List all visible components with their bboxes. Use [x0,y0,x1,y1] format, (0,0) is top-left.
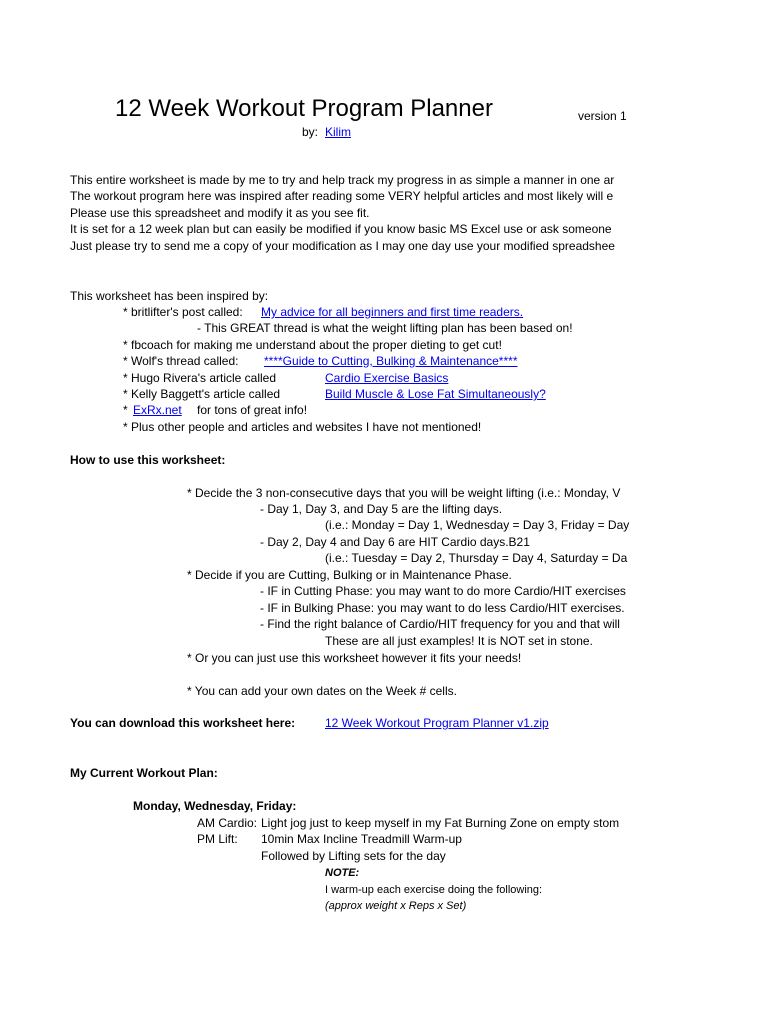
link-build-muscle[interactable]: Build Muscle & Lose Fat Simultaneously? [325,387,546,401]
link-beginners-advice[interactable]: My advice for all beginners and first time readers. [261,305,524,319]
howto-line: * Decide if you are Cutting, Bulking or in Maintenance Phase. [187,568,512,582]
howto-line: These are all just examples! It is NOT set in stone. [325,634,593,648]
inspired-heading: This worksheet has been inspired by: [70,289,269,303]
inspired-item-2: * fbcoach for making me understand about the proper dieting to get cut! [123,338,502,352]
link-exrx[interactable]: ExRx.net [133,403,182,417]
intro-line-5: Just please try to send me a copy of your modification as I may one day use your modified spreadshee [70,239,615,253]
intro-line-4: It is set for a 12 week plan but can easily be modified if you know basic MS Excel use or ask someone [70,222,612,236]
inspired-item-7: * Plus other people and articles and websites I have not mentioned! [123,420,482,434]
intro-line-2: The workout program here was inspired after reading some VERY helpful articles and most likely will e [70,189,614,203]
note-text: I warm-up each exercise doing the following: [325,884,543,896]
inspired-item-1-note: - This GREAT thread is what the weight lifting plan has been based on! [197,321,573,335]
howto-line: - Find the right balance of Cardio/HIT frequency for you and that will [260,617,620,631]
inspired-item-5: * Kelly Baggett's article called [123,387,281,401]
howto-line: - Day 1, Day 3, and Day 5 are the lifting days. [260,502,503,516]
howto-line: * Or you can just use this worksheet however it fits your needs! [187,651,522,665]
pm-lift-label: PM Lift: [197,832,238,846]
author-link[interactable]: Kilim [325,125,351,139]
inspired-item-3: * Wolf's thread called: [123,354,239,368]
note-formula: (approx weight x Reps x Set) [325,900,467,912]
version-label: version 1 [578,109,627,123]
inspired-item-1: * britlifter's post called: [123,305,243,319]
howto-line: - IF in Bulking Phase: you may want to do less Cardio/HIT exercises. [260,601,625,615]
howto-line: - IF in Cutting Phase: you may want to do more Cardio/HIT exercises [260,584,626,598]
link-cutting-bulking-guide[interactable]: ****Guide to Cutting, Bulking & Maintenance**** [264,354,518,368]
am-cardio-text: Light jog just to keep myself in my Fat Burning Zone on empty stom [261,816,620,830]
pm-lift-text-2: Followed by Lifting sets for the day [261,849,446,863]
inspired-item-6-bullet: * [123,403,128,417]
download-link[interactable]: 12 Week Workout Program Planner v1.zip [325,716,549,730]
inspired-item-6: for tons of great info! [197,403,308,417]
howto-line: (i.e.: Monday = Day 1, Wednesday = Day 3, Friday = Day [325,518,630,532]
howto-line: * You can add your own dates on the Week # cells. [187,684,457,698]
download-label: You can download this worksheet here: [70,716,296,730]
plan-heading: My Current Workout Plan: [70,766,218,780]
inspired-item-4: * Hugo Rivera's article called [123,371,277,385]
intro-line-1: This entire worksheet is made by me to try and help track my progress in as simple a manner in one ar [70,173,615,187]
page-title: 12 Week Workout Program Planner [115,95,493,122]
by-label: by: [302,125,319,139]
howto-line: * Decide the 3 non-consecutive days that you will be weight lifting (i.e.: Monday, V [187,486,621,500]
am-cardio-label: AM Cardio: [197,816,258,830]
intro-line-3: Please use this spreadsheet and modify it as you see fit. [70,206,370,220]
note-label: NOTE: [325,867,360,879]
pm-lift-text: 10min Max Incline Treadmill Warm-up [261,832,462,846]
plan-days: Monday, Wednesday, Friday: [133,799,297,813]
howto-line: (i.e.: Tuesday = Day 2, Thursday = Day 4, Saturday = Da [325,551,628,565]
howto-line: - Day 2, Day 4 and Day 6 are HIT Cardio days.B21 [260,535,530,549]
link-cardio-basics[interactable]: Cardio Exercise Basics [325,371,449,385]
howto-heading: How to use this worksheet: [70,453,226,467]
